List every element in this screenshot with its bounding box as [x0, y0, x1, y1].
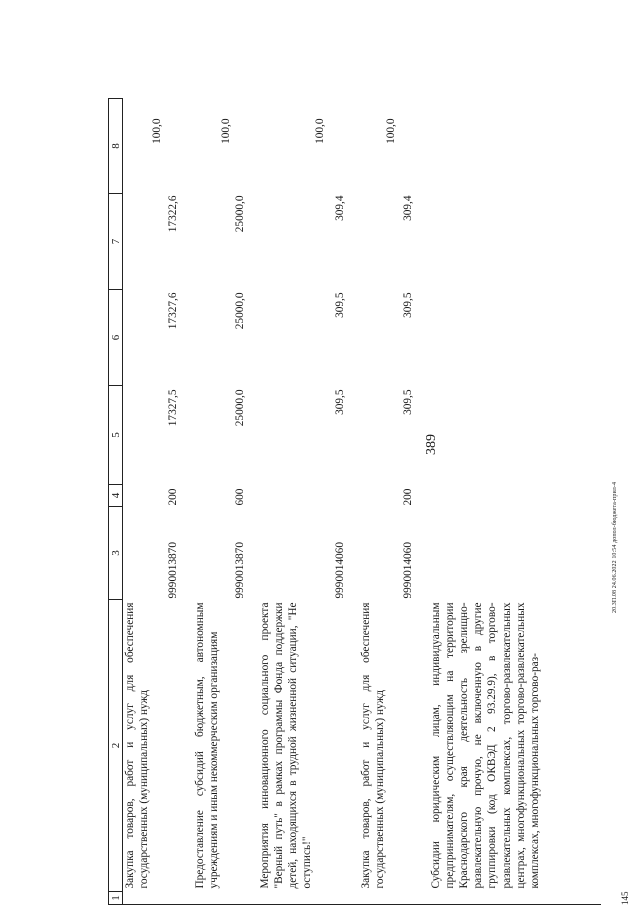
row-index-cell	[186, 892, 253, 905]
table-row	[421, 99, 601, 905]
row-value-6: 25000,0	[234, 292, 247, 330]
row-kind: 600	[234, 488, 247, 506]
row-name: Предоставление субсидий бюджетным, автономным учреждениям и иным некоммерческим организациям	[193, 602, 220, 889]
row-value-5	[421, 386, 601, 485]
row-value-7: 309,4	[402, 195, 415, 221]
row-kind	[421, 485, 601, 507]
row-value-7: 25000,0	[234, 195, 247, 233]
row-value-5: 25000,0	[234, 389, 247, 427]
row-value-6: 309,5	[334, 292, 347, 318]
row-code: 9990013870	[234, 542, 247, 599]
table-header-row	[109, 99, 123, 905]
row-name: Субсидии юридическим лицам, индивидуальным предпринимателям, осуществляющим на территории Краснодарского края деятельность зрелищно-развлекательную прочую, не включенную в другие группировки (код ОКВЭД 2 93.29.9), в торгово-развлекательных комплексах, торгово-развлекательных центрах, многофункциональных торгово-развлекательных комплексах, многофункциональных торгово-раз-	[429, 602, 541, 889]
file-reference: 20.3П.08 24.06.2022 10:54 допол-бюджета-прил-4	[612, 481, 618, 613]
header-cell-5: 5	[109, 386, 123, 485]
row-kind: 200	[402, 488, 415, 506]
budget-table	[108, 98, 601, 905]
table-row	[186, 99, 253, 905]
header-cell-8: 8	[109, 99, 123, 194]
row-value-8: 100,0	[151, 118, 163, 144]
row-value-6: 309,5	[402, 292, 415, 318]
row-value-6: 17327,6	[167, 292, 180, 330]
row-code	[421, 507, 601, 600]
header-cell-7: 7	[109, 194, 123, 290]
row-value-7	[421, 194, 601, 290]
header-cell-3: 3	[109, 507, 123, 600]
row-kind	[253, 485, 353, 507]
row-value-8	[421, 99, 601, 194]
row-index-cell	[123, 892, 186, 905]
header-cell-6: 6	[109, 290, 123, 386]
row-value-7: 309,4	[334, 195, 347, 221]
header-cell-1: 1	[109, 892, 123, 905]
row-value-8: 100,0	[313, 118, 326, 144]
row-value-5: 309,5	[334, 389, 347, 415]
margin-page-mark: 145	[620, 891, 630, 905]
row-value-5: 17327,5	[167, 389, 180, 427]
row-value-6	[421, 290, 601, 386]
row-code: 9990014060	[402, 542, 415, 599]
row-name: Закупка товаров, работ и услуг для обеспечения государственных (муниципальных) нужд	[359, 602, 386, 889]
row-index-cell	[421, 892, 601, 905]
header-cell-2: 2	[109, 600, 123, 892]
row-name: Мероприятия инновационного социального проекта "Верный путь" в рамках программы Фонда поддержки детей, находящихся в трудной жизненной ситуации, "Не оступись!"	[258, 602, 314, 889]
row-index-cell	[253, 892, 353, 905]
table-row	[253, 99, 353, 905]
row-code: 9990014060	[334, 542, 347, 599]
table-row	[353, 99, 421, 905]
header-cell-4: 4	[109, 485, 123, 507]
page-number: 389	[424, 434, 439, 455]
row-value-8: 100,0	[384, 118, 397, 144]
row-value-5: 309,5	[402, 389, 415, 415]
row-name: Закупка товаров, работ и услуг для обеспечения государственных (муниципальных) нужд	[124, 602, 151, 889]
row-kind: 200	[167, 488, 180, 506]
row-index-cell	[353, 892, 421, 905]
row-value-8: 100,0	[219, 118, 232, 144]
row-value-7: 17322,6	[167, 195, 180, 233]
row-code: 9990013870	[167, 542, 180, 599]
table-row	[123, 99, 186, 905]
